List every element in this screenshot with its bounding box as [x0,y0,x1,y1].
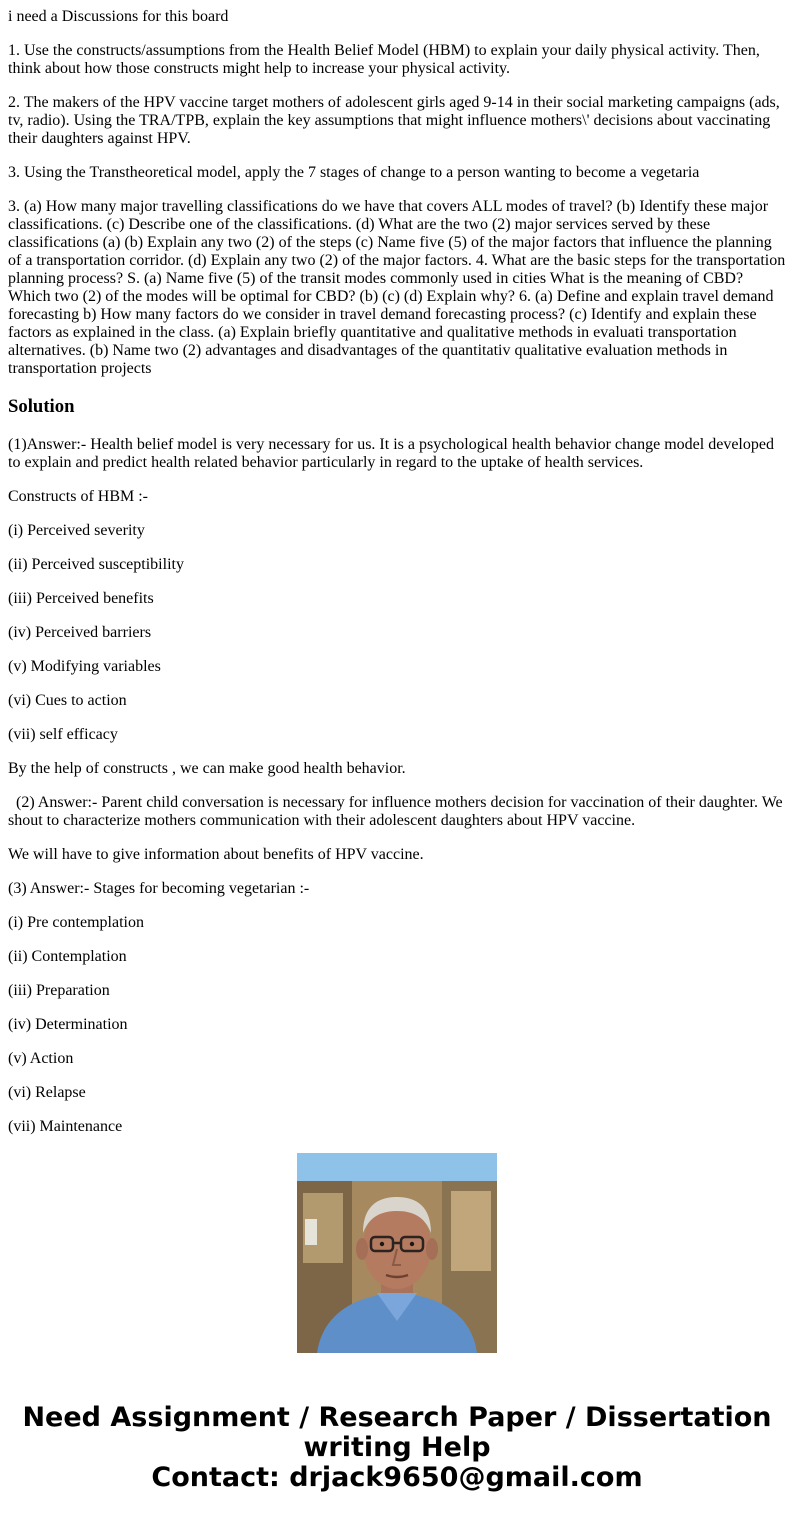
promo-line-2: writing Help [303,1432,491,1463]
stage-item: (ii) Contemplation [8,948,127,965]
answer-3-heading: (3) Answer:- Stages for becoming vegetarian :- [8,880,310,897]
construct-item: (vi) Cues to action [8,692,127,709]
promo-banner [0,1403,794,1493]
solution-heading: Solution [8,396,75,417]
construct-item: (iii) Perceived benefits [8,590,154,607]
constructs-heading: Constructs of HBM :- [8,488,148,505]
construct-item: (ii) Perceived susceptibility [8,556,184,573]
promo-line-1: Need Assignment / Research Paper / Dissertation [22,1402,772,1433]
stage-item: (iii) Preparation [8,982,110,999]
promo-contact: Contact: drjack9650@gmail.com [151,1462,643,1493]
question-intro: i need a Discussions for this board [8,8,229,25]
portrait-image [297,1153,497,1353]
question-1: 1. Use the constructs/assumptions from the Health Belief Model (HBM) to explain your daily physical activity. Then, think about how those constructs might help to increase your physical activity. [8,42,760,77]
construct-item: (i) Perceived severity [8,522,145,539]
construct-item: (vii) self efficacy [8,726,118,743]
document-content [8,0,786,1135]
answer-2-note: We will have to give information about benefits of HPV vaccine. [8,846,424,863]
question-3: 3. Using the Transtheoretical model, apply the 7 stages of change to a person wanting to become a vegetaria [8,164,700,181]
stage-item: (vi) Relapse [8,1084,86,1101]
construct-item: (v) Modifying variables [8,658,161,675]
construct-item: (iv) Perceived barriers [8,624,152,641]
answer-2: (2) Answer:- Parent child conversation is necessary for influence mothers decision for vaccination of their daughter. We shout to characterize mothers communication with their adolescent daughters about HPV vaccine. [8,794,783,829]
author-photo [297,1153,497,1353]
question-4: 3. (a) How many major travelling classifications do we have that covers ALL modes of travel? (b) Identify these major classifications. (c) Describe one of the classifications. (d) What are the two (2) major services served by these classifications (a) (b) Explain any two (2) of the steps (c) Name five (5) of the major factors that influence the planning of a transportation corridor. (d) Explain any two (2) of the major factors. 4. What are the basic steps for the transportation planning process? S. (a) Name five (5) of the transit modes commonly used in cities What is the meaning of CBD? Which two (2) of the modes will be optimal for CBD? (b) (c) (d) Explain why? 6. (a) Define and explain travel demand forecasting b) How many factors do we consider in travel demand forecasting process? (c) Identify and explain these factors as explained in the class. (a) Explain briefly quantitative and qualitative methods in evaluati transportation alternatives. (b) Name two (2) advantages and disadvantages of the quantitativ qualitative evaluation methods in transportation projects [8,198,786,377]
stage-item: (v) Action [8,1050,74,1067]
stage-item: (iv) Determination [8,1016,128,1033]
stage-item: (i) Pre contemplation [8,914,144,931]
constructs-summary: By the help of constructs , we can make good health behavior. [8,760,406,777]
stage-item: (vii) Maintenance [8,1118,123,1135]
answer-1: (1)Answer:- Health belief model is very necessary for us. It is a psychological health behavior change model developed to explain and predict health related behavior particularly in regard to the uptake of health services. [8,436,774,471]
question-2: 2. The makers of the HPV vaccine target mothers of adolescent girls aged 9-14 in their social marketing campaigns (ads, tv, radio). Using the TRA/TPB, explain the key assumptions that might influence mothers\' decisions about vaccinating their daughters against HPV. [8,94,780,147]
